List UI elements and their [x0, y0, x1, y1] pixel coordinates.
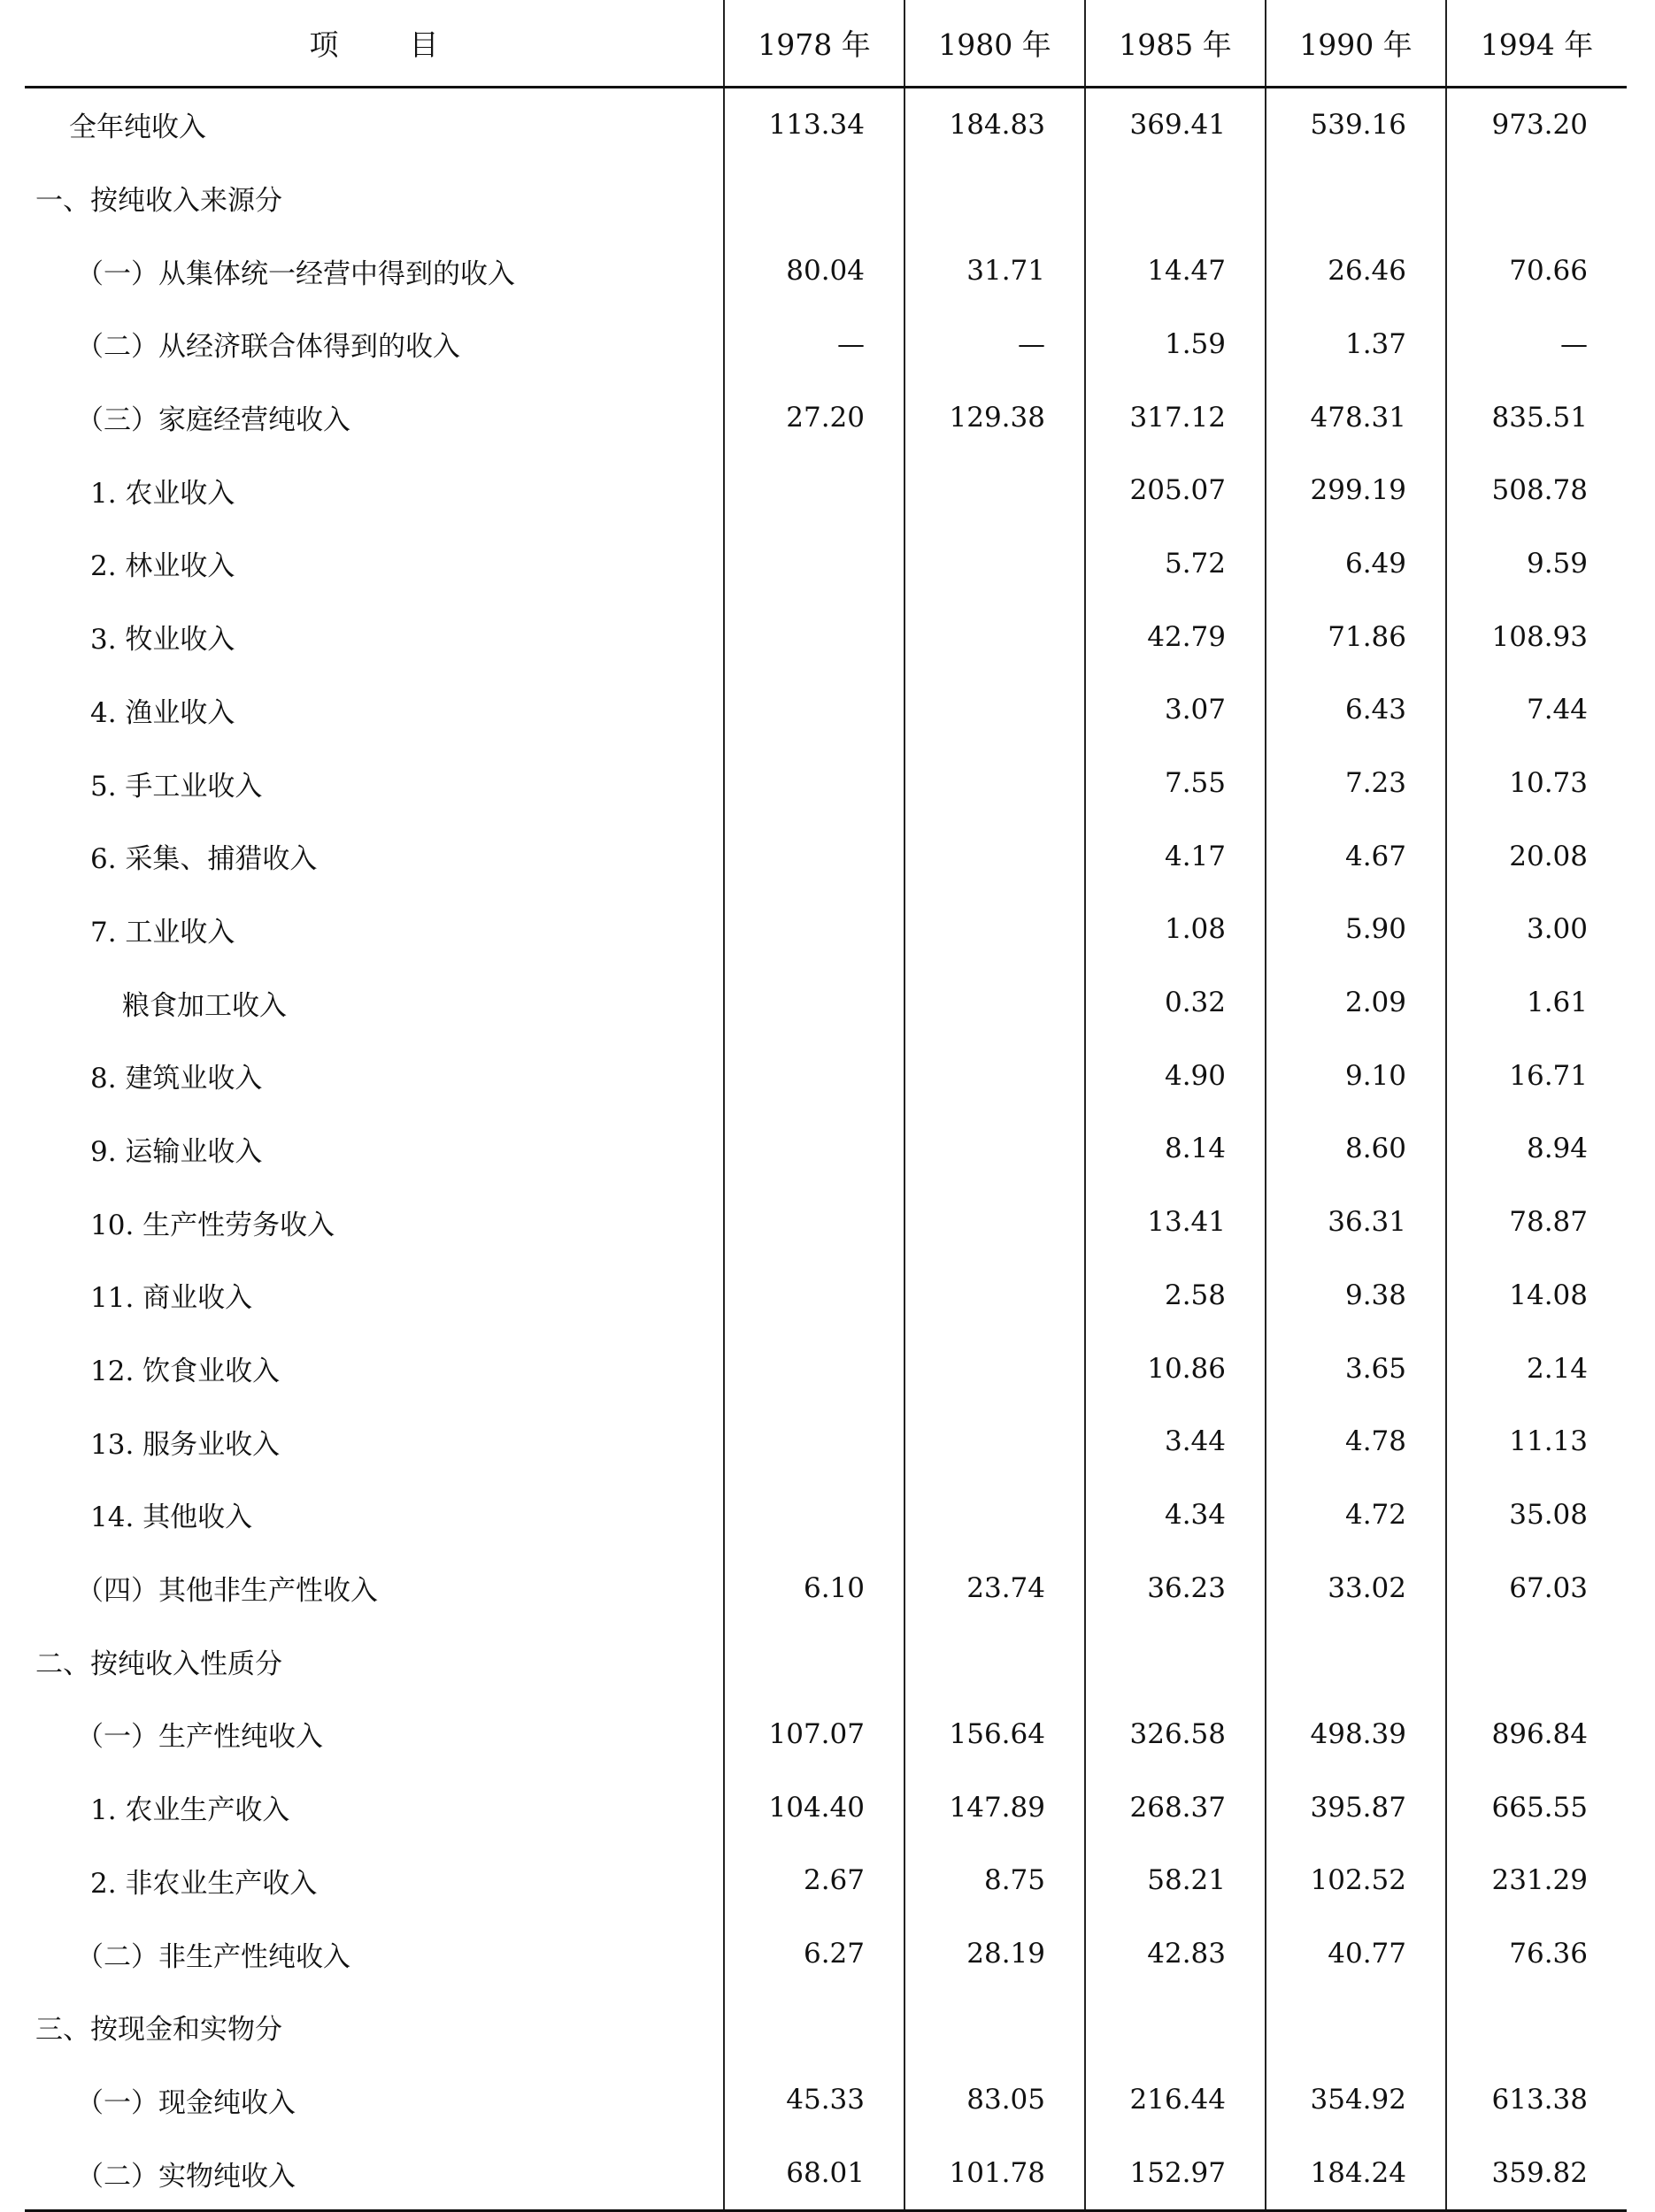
table-row — [25, 1332, 1627, 1405]
value-cell: 7.44 — [1446, 673, 1627, 747]
value-cell: 13.41 — [1085, 1186, 1266, 1259]
value-cell: 395.87 — [1266, 1770, 1446, 1844]
value-cell: 359.82 — [1446, 2137, 1627, 2211]
value-cell — [724, 819, 904, 893]
value-cell: 10.73 — [1446, 747, 1627, 820]
value-cell: 1.08 — [1085, 893, 1266, 966]
value-cell: 80.04 — [724, 234, 904, 308]
value-cell — [904, 1990, 1085, 2063]
value-cell: 45.33 — [724, 2063, 904, 2137]
value-cell: 2.58 — [1085, 1259, 1266, 1333]
value-cell: 6.27 — [724, 1917, 904, 1991]
value-cell — [724, 966, 904, 1040]
table-body — [25, 87, 1627, 2211]
table-row — [25, 1990, 1627, 2063]
value-cell: 14.08 — [1446, 1259, 1627, 1333]
row-label: 粮食加工收入 — [122, 989, 287, 1022]
value-cell: — — [724, 308, 904, 381]
value-cell: 2.14 — [1446, 1332, 1627, 1405]
value-cell: 70.66 — [1446, 234, 1627, 308]
value-cell: 78.87 — [1446, 1186, 1627, 1259]
value-cell: 147.89 — [904, 1770, 1085, 1844]
table-row — [25, 600, 1627, 673]
value-cell — [904, 1039, 1085, 1112]
value-cell — [904, 1479, 1085, 1552]
table-row — [25, 1112, 1627, 1186]
income-table-container — [25, 0, 1627, 2193]
value-cell: 108.93 — [1446, 600, 1627, 673]
row-label: 2. 非农业生产收入 — [90, 1867, 318, 1900]
row-label: 14. 其他收入 — [90, 1502, 253, 1534]
table-row — [25, 2137, 1627, 2211]
value-cell: 268.37 — [1085, 1770, 1266, 1844]
value-cell — [1446, 1990, 1627, 2063]
value-cell — [724, 1405, 904, 1479]
year-header-1994: 1994 年 — [1446, 0, 1627, 87]
table-row — [25, 1259, 1627, 1333]
value-cell: 42.83 — [1085, 1917, 1266, 1991]
value-cell: 3.65 — [1266, 1332, 1446, 1405]
value-cell — [904, 161, 1085, 234]
table-row — [25, 1039, 1627, 1112]
value-cell: 2.09 — [1266, 966, 1446, 1040]
value-cell: 4.17 — [1085, 819, 1266, 893]
value-cell — [724, 527, 904, 601]
row-label: 二、按纯收入性质分 — [35, 1647, 282, 1680]
value-cell — [904, 454, 1085, 527]
value-cell: 205.07 — [1085, 454, 1266, 527]
value-cell: 5.72 — [1085, 527, 1266, 601]
value-cell — [1266, 1624, 1446, 1698]
value-cell: 27.20 — [724, 380, 904, 454]
value-cell: 129.38 — [904, 380, 1085, 454]
value-cell: 4.90 — [1085, 1039, 1266, 1112]
value-cell: 369.41 — [1085, 87, 1266, 161]
value-cell: 896.84 — [1446, 1698, 1627, 1771]
value-cell — [1085, 1990, 1266, 2063]
value-cell: 9.38 — [1266, 1259, 1446, 1333]
row-label: 2. 林业收入 — [90, 550, 235, 583]
value-cell — [1446, 1624, 1627, 1698]
value-cell: 107.07 — [724, 1698, 904, 1771]
value-cell: 33.02 — [1266, 1551, 1446, 1624]
row-label: （四）其他非生产性收入 — [76, 1575, 378, 1608]
table-row — [25, 747, 1627, 820]
value-cell: 101.78 — [904, 2137, 1085, 2211]
table-row — [25, 527, 1627, 601]
row-label: 一、按纯收入来源分 — [35, 185, 282, 218]
table-row — [25, 1844, 1627, 1917]
value-cell: 113.34 — [724, 87, 904, 161]
value-cell: 20.08 — [1446, 819, 1627, 893]
row-label: 5. 手工业收入 — [90, 770, 263, 803]
value-cell: 16.71 — [1446, 1039, 1627, 1112]
value-cell — [724, 1624, 904, 1698]
value-cell: 10.86 — [1085, 1332, 1266, 1405]
value-cell: 1.37 — [1266, 308, 1446, 381]
value-cell: 102.52 — [1266, 1844, 1446, 1917]
year-header-1980: 1980 年 — [904, 0, 1085, 87]
row-label: 7. 工业收入 — [90, 916, 235, 949]
value-cell: 665.55 — [1446, 1770, 1627, 1844]
value-cell: — — [904, 308, 1085, 381]
value-cell — [724, 600, 904, 673]
value-cell: 40.77 — [1266, 1917, 1446, 1991]
value-cell: 2.67 — [724, 1844, 904, 1917]
value-cell: 8.60 — [1266, 1112, 1446, 1186]
value-cell — [724, 161, 904, 234]
value-cell: 3.00 — [1446, 893, 1627, 966]
table-row — [25, 161, 1627, 234]
value-cell — [904, 1624, 1085, 1698]
value-cell — [904, 1332, 1085, 1405]
value-cell: 216.44 — [1085, 2063, 1266, 2137]
value-cell: 354.92 — [1266, 2063, 1446, 2137]
row-label: 6. 采集、捕猎收入 — [90, 843, 318, 876]
value-cell: 508.78 — [1446, 454, 1627, 527]
value-cell: 35.08 — [1446, 1479, 1627, 1552]
value-cell: 156.64 — [904, 1698, 1085, 1771]
table-row — [25, 819, 1627, 893]
value-cell: 11.13 — [1446, 1405, 1627, 1479]
row-label: （二）从经济联合体得到的收入 — [76, 331, 460, 364]
value-cell: 36.31 — [1266, 1186, 1446, 1259]
value-cell: 8.75 — [904, 1844, 1085, 1917]
row-label: 1. 农业生产收入 — [90, 1794, 290, 1827]
value-cell: 36.23 — [1085, 1551, 1266, 1624]
value-cell: 539.16 — [1266, 87, 1446, 161]
row-label: （一）生产性纯收入 — [76, 1721, 323, 1754]
value-cell — [904, 1405, 1085, 1479]
value-cell — [1085, 1624, 1266, 1698]
table-row — [25, 2063, 1627, 2137]
value-cell — [904, 1112, 1085, 1186]
value-cell: 58.21 — [1085, 1844, 1266, 1917]
item-column-header — [25, 0, 724, 87]
table-row — [25, 893, 1627, 966]
value-cell — [904, 1259, 1085, 1333]
value-cell — [1446, 161, 1627, 234]
value-cell — [724, 1479, 904, 1552]
value-cell: 7.23 — [1266, 747, 1446, 820]
value-cell: 478.31 — [1266, 380, 1446, 454]
row-label: 1. 农业收入 — [90, 477, 235, 510]
value-cell — [904, 1186, 1085, 1259]
table-row — [25, 673, 1627, 747]
row-label: （一）从集体统一经营中得到的收入 — [76, 257, 515, 290]
value-cell — [904, 600, 1085, 673]
row-label: 三、按现金和实物分 — [35, 2014, 282, 2047]
value-cell: 299.19 — [1266, 454, 1446, 527]
value-cell: 83.05 — [904, 2063, 1085, 2137]
value-cell: 4.72 — [1266, 1479, 1446, 1552]
row-label: 12. 饮食业收入 — [90, 1356, 281, 1388]
value-cell: 3.07 — [1085, 673, 1266, 747]
value-cell: 104.40 — [724, 1770, 904, 1844]
value-cell: 76.36 — [1446, 1917, 1627, 1991]
income-table — [25, 0, 1627, 2212]
value-cell: 8.14 — [1085, 1112, 1266, 1186]
row-label: 3. 牧业收入 — [90, 624, 235, 657]
value-cell — [724, 673, 904, 747]
item-header-char-b: 目 — [409, 27, 439, 62]
row-label: 10. 生产性劳务收入 — [90, 1209, 335, 1241]
value-cell: 498.39 — [1266, 1698, 1446, 1771]
year-header-1978: 1978 年 — [724, 0, 904, 87]
table-row — [25, 87, 1627, 161]
row-label: 11. 商业收入 — [90, 1282, 253, 1315]
value-cell: 26.46 — [1266, 234, 1446, 308]
row-label: （二）实物纯收入 — [25, 2137, 724, 2211]
value-cell — [724, 1332, 904, 1405]
value-cell: 7.55 — [1085, 747, 1266, 820]
table-row — [25, 380, 1627, 454]
value-cell: 317.12 — [1085, 380, 1266, 454]
value-cell: 184.24 — [1266, 2137, 1446, 2211]
value-cell: 23.74 — [904, 1551, 1085, 1624]
value-cell: 326.58 — [1085, 1698, 1266, 1771]
value-cell — [724, 1112, 904, 1186]
value-cell: 3.44 — [1085, 1405, 1266, 1479]
value-cell: 1.59 — [1085, 308, 1266, 381]
value-cell: 68.01 — [724, 2137, 904, 2211]
row-label: （一）现金纯收入 — [76, 2086, 296, 2119]
table-row — [25, 1186, 1627, 1259]
value-cell — [724, 747, 904, 820]
row-label: 4. 渔业收入 — [90, 696, 235, 729]
row-label: 13. 服务业收入 — [90, 1428, 281, 1461]
value-cell — [904, 673, 1085, 747]
value-cell: 28.19 — [904, 1917, 1085, 1991]
value-cell: 71.86 — [1266, 600, 1446, 673]
value-cell — [1085, 161, 1266, 234]
value-cell — [904, 527, 1085, 601]
table-row — [25, 1770, 1627, 1844]
value-cell: — — [1446, 308, 1627, 381]
item-header-char-a: 项 — [309, 27, 339, 62]
table-row — [25, 1917, 1627, 1991]
value-cell: 4.34 — [1085, 1479, 1266, 1552]
value-cell: 231.29 — [1446, 1844, 1627, 1917]
value-cell: 42.79 — [1085, 600, 1266, 673]
value-cell — [724, 1039, 904, 1112]
value-cell — [724, 1259, 904, 1333]
value-cell: 6.10 — [724, 1551, 904, 1624]
table-row — [25, 966, 1627, 1040]
table-row — [25, 1405, 1627, 1479]
value-cell: 0.32 — [1085, 966, 1266, 1040]
table-row — [25, 308, 1627, 381]
value-cell: 6.49 — [1266, 527, 1446, 601]
value-cell: 184.83 — [904, 87, 1085, 161]
value-cell — [724, 1186, 904, 1259]
value-cell: 9.10 — [1266, 1039, 1446, 1112]
value-cell — [724, 893, 904, 966]
value-cell: 6.43 — [1266, 673, 1446, 747]
table-row — [25, 454, 1627, 527]
value-cell: 5.90 — [1266, 893, 1446, 966]
value-cell: 152.97 — [1085, 2137, 1266, 2211]
value-cell: 613.38 — [1446, 2063, 1627, 2137]
year-header-1990: 1990 年 — [1266, 0, 1446, 87]
value-cell: 973.20 — [1446, 87, 1627, 161]
row-label: 全年纯收入 — [69, 111, 206, 144]
value-cell: 14.47 — [1085, 234, 1266, 308]
table-row — [25, 1624, 1627, 1698]
value-cell — [724, 454, 904, 527]
row-label: （三）家庭经营纯收入 — [76, 404, 350, 437]
value-cell: 1.61 — [1446, 966, 1627, 1040]
table-row — [25, 1551, 1627, 1624]
value-cell — [904, 819, 1085, 893]
value-cell: 4.67 — [1266, 819, 1446, 893]
table-row — [25, 1479, 1627, 1552]
value-cell — [724, 1990, 904, 2063]
value-cell: 9.59 — [1446, 527, 1627, 601]
value-cell: 31.71 — [904, 234, 1085, 308]
row-label: 9. 运输业收入 — [90, 1135, 263, 1168]
year-header-1985: 1985 年 — [1085, 0, 1266, 87]
row-label: （二）非生产性纯收入 — [76, 1940, 350, 1973]
value-cell — [1266, 1990, 1446, 2063]
row-label: 8. 建筑业收入 — [90, 1063, 263, 1095]
value-cell — [904, 893, 1085, 966]
value-cell: 67.03 — [1446, 1551, 1627, 1624]
table-row — [25, 234, 1627, 308]
value-cell — [904, 747, 1085, 820]
value-cell: 835.51 — [1446, 380, 1627, 454]
table-row — [25, 1698, 1627, 1771]
header-row — [25, 0, 1627, 87]
value-cell: 8.94 — [1446, 1112, 1627, 1186]
value-cell — [904, 966, 1085, 1040]
value-cell — [1266, 161, 1446, 234]
value-cell: 4.78 — [1266, 1405, 1446, 1479]
